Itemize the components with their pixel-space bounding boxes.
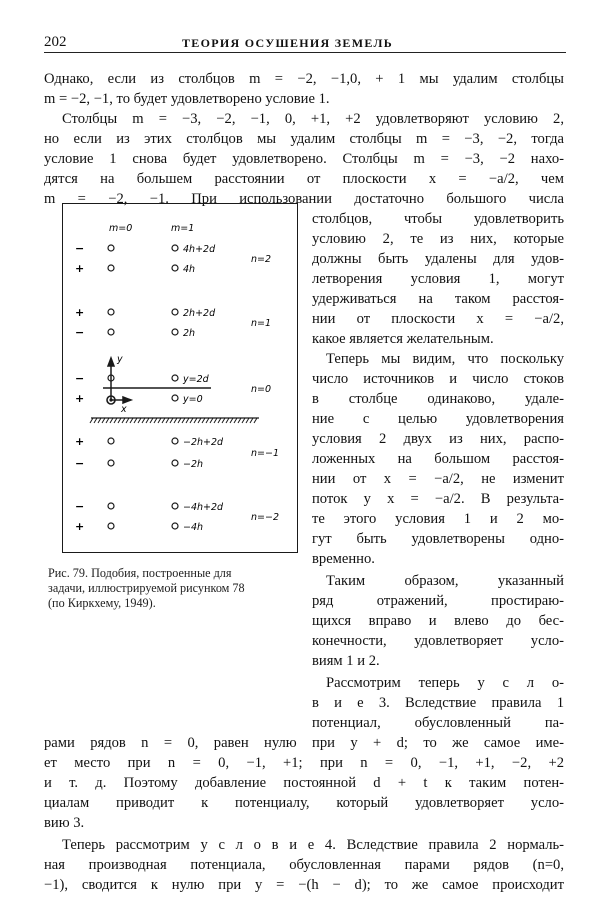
text-line: в и е 3. Вследствие правила 1 — [312, 695, 564, 711]
hatch-stroke — [242, 418, 245, 423]
hatch-stroke — [166, 418, 169, 423]
text-line: потенциал, обусловленный па- — [312, 715, 564, 731]
text-line: дятся на большем расстоянии от плоскости x = −a/2, чем — [44, 171, 564, 187]
text-line: m = −2, −1, то будет удовлетворено условие 1. — [44, 91, 330, 107]
row-sign: + — [75, 520, 85, 533]
hatch-stroke — [234, 418, 237, 423]
row-sign: − — [75, 326, 85, 339]
hatch-stroke — [106, 418, 109, 423]
source-circle — [108, 329, 114, 335]
hatch-stroke — [122, 418, 125, 423]
hatch-stroke — [214, 418, 217, 423]
hatch-stroke — [198, 418, 201, 423]
n-label: n=−1 — [251, 448, 279, 459]
hatch-stroke — [206, 418, 209, 423]
figure-caption-line: Рис. 79. Подобия, построенные для — [48, 566, 232, 580]
m1-label: 4h — [183, 264, 196, 275]
hatch-stroke — [254, 418, 257, 423]
hatch-stroke — [226, 418, 229, 423]
text-line: Столбцы m = −3, −2, −1, 0, +1, +2 удовлетворяют условию 2, — [62, 111, 564, 127]
text-line: в столбце одинаково, удале- — [312, 391, 564, 407]
hatch-stroke — [146, 418, 149, 423]
row-sign: + — [75, 392, 85, 405]
text-line: какое является желательным. — [312, 331, 494, 347]
row-sign: + — [75, 435, 85, 448]
source-circle — [172, 309, 178, 315]
hatch-stroke — [190, 418, 193, 423]
n-label: n=0 — [251, 384, 272, 395]
x-arrow-icon — [123, 397, 131, 403]
m1-label: −4h — [183, 522, 204, 533]
hatch-stroke — [218, 418, 221, 423]
text-line: поток у x = −a/2. В результа- — [312, 491, 564, 507]
text-line: условия 2 двух из них, распо- — [312, 431, 564, 447]
hatch-stroke — [138, 418, 141, 423]
text-line: условие 1 снова будет удовлетворено. Столбцы m = −3, −2 нахо- — [44, 151, 564, 167]
text-line: нии от x = −a/2, не изменит — [312, 471, 564, 487]
text-line: число источников и число стоков — [312, 371, 564, 387]
source-circle — [108, 265, 114, 271]
source-circle — [108, 503, 114, 509]
source-circle — [172, 460, 178, 466]
text-line: Таким образом, указанный — [326, 573, 564, 589]
hatch-stroke — [134, 418, 137, 423]
text-line: щихся вправо и влево до бес- — [312, 613, 564, 629]
running-title: ТЕОРИЯ ОСУШЕНИЯ ЗЕМЕЛЬ — [182, 36, 393, 50]
m1-label: −4h+2d — [183, 502, 224, 513]
text-line: конечности, удовлетворяет усло- — [312, 633, 564, 649]
figure-79 — [62, 203, 298, 553]
hatch-stroke — [98, 418, 101, 423]
text-line: столбцов, чтобы удовлетворить — [312, 211, 564, 227]
hatch-stroke — [182, 418, 185, 423]
text-line: должны быть удалены для удов- — [312, 251, 564, 267]
m1-circles — [172, 245, 178, 529]
hatch-stroke — [202, 418, 205, 423]
text-line: m = −2, −1. При использовании достаточно большого числа — [44, 191, 564, 207]
axis-label-y: y — [117, 354, 123, 365]
m1-label: −2h+2d — [183, 437, 224, 448]
text-line: Теперь мы видим, что поскольку — [326, 351, 564, 367]
hatch-stroke — [194, 418, 197, 423]
text-line: удерживаться на таком расстоя- — [312, 291, 564, 307]
impermeable-boundary — [90, 418, 259, 423]
m1-label: 2h — [183, 328, 196, 339]
text-line: но если из этих столбцов мы удалим столбцы m = −3, −2, тогда — [44, 131, 564, 147]
text-line: −1), сводится к нулю при y = −(h − d); то же самое происходит — [44, 877, 564, 893]
axis-label-x: x — [121, 404, 127, 415]
source-circle — [108, 460, 114, 466]
source-circle — [172, 375, 178, 381]
hatch-stroke — [90, 418, 93, 423]
row-sign: + — [75, 306, 85, 319]
text-line: Рассмотрим теперь у с л о- — [326, 675, 564, 691]
text-line: виям 1 и 2. — [312, 653, 380, 669]
n-label: n=1 — [251, 318, 272, 329]
source-circle — [172, 395, 178, 401]
row-sign: + — [75, 262, 85, 275]
text-line: Теперь рассмотрим у с л о в и е 4. Вследствие правила 2 нормаль- — [62, 837, 564, 853]
row-sign: − — [75, 457, 85, 470]
text-line: вию 3. — [44, 815, 85, 831]
m1-label: 4h+2d — [183, 244, 216, 255]
source-circle — [172, 265, 178, 271]
text-line: рами рядов n = 0, равен нулю при y + d; то же самое име- — [44, 735, 564, 751]
page-number: 202 — [44, 34, 67, 50]
hatch-stroke — [130, 418, 133, 423]
hatch-stroke — [222, 418, 225, 423]
hatch-stroke — [150, 418, 153, 423]
text-line: нии от плоскости x = −a/2, — [312, 311, 564, 327]
origin-dot — [109, 398, 112, 401]
text-line: гут быть удовлетворены одно- — [312, 531, 564, 547]
source-circle — [172, 438, 178, 444]
source-circle — [108, 309, 114, 315]
hatch-stroke — [114, 418, 117, 423]
text-line: ная производная потенциала, обусловленная парами рядов (n=0, — [44, 857, 564, 873]
figure-caption-line: (по Киркхему, 1949). — [48, 596, 156, 610]
text-line: условию 2, те из них, которые — [312, 231, 564, 247]
hatch-stroke — [178, 418, 181, 423]
text-line: временно. — [312, 551, 375, 567]
hatch-stroke — [210, 418, 213, 423]
hatch-stroke — [94, 418, 97, 423]
row-sign: − — [75, 372, 85, 385]
figure-drawing — [63, 204, 299, 554]
text-line: те этого условия 1 и 2 мо- — [312, 511, 564, 527]
hatch-stroke — [250, 418, 253, 423]
hatch-stroke — [230, 418, 233, 423]
hatch-stroke — [154, 418, 157, 423]
hatch-stroke — [118, 418, 121, 423]
source-circle — [172, 329, 178, 335]
figure-caption-line: задачи, иллюстрируемой рисунком 78 — [48, 581, 245, 595]
hatch-stroke — [162, 418, 165, 423]
column-label-m0: m=0 — [109, 223, 133, 234]
n-label: n=2 — [251, 254, 272, 265]
hatch-stroke — [170, 418, 173, 423]
hatch-stroke — [102, 418, 105, 423]
source-circle — [108, 438, 114, 444]
hatch-stroke — [174, 418, 177, 423]
text-line: ет место при n = 0, −1, +1; при n = 0, −1, +1, −2, +2 — [44, 755, 564, 771]
y-arrow-icon — [108, 358, 114, 366]
source-circle — [172, 245, 178, 251]
text-line: и т. д. Поэтому добавление постоянной d + t к таким потен- — [44, 775, 564, 791]
m1-label: y=0 — [183, 394, 203, 405]
row-sign: − — [75, 242, 85, 255]
m1-label: y=2d — [183, 374, 209, 385]
source-circle — [108, 523, 114, 529]
hatch-stroke — [238, 418, 241, 423]
hatch-stroke — [110, 418, 113, 423]
hatch-stroke — [126, 418, 129, 423]
text-line: ние с целью удовлетворения — [312, 411, 564, 427]
hatch-stroke — [158, 418, 161, 423]
source-circle — [108, 245, 114, 251]
text-line: ложенных на большом расстоя- — [312, 451, 564, 467]
hatch-stroke — [246, 418, 249, 423]
row-sign: − — [75, 500, 85, 513]
hatch-stroke — [142, 418, 145, 423]
text-line: Однако, если из столбцов m = −2, −1,0, + 1 мы удалим столбцы — [44, 71, 564, 87]
m1-label: −2h — [183, 459, 204, 470]
n-label: n=−2 — [251, 512, 279, 523]
source-circle — [172, 523, 178, 529]
column-label-m1: m=1 — [171, 223, 195, 234]
text-line: циалам приводит к потенциалу, который удовлетворяет усло- — [44, 795, 564, 811]
text-line: ряд отражений, простираю- — [312, 593, 564, 609]
page-header — [44, 34, 566, 53]
m1-label: 2h+2d — [183, 308, 216, 319]
hatch-stroke — [186, 418, 189, 423]
source-circle — [172, 503, 178, 509]
text-line: летворения условия 1, могут — [312, 271, 564, 287]
